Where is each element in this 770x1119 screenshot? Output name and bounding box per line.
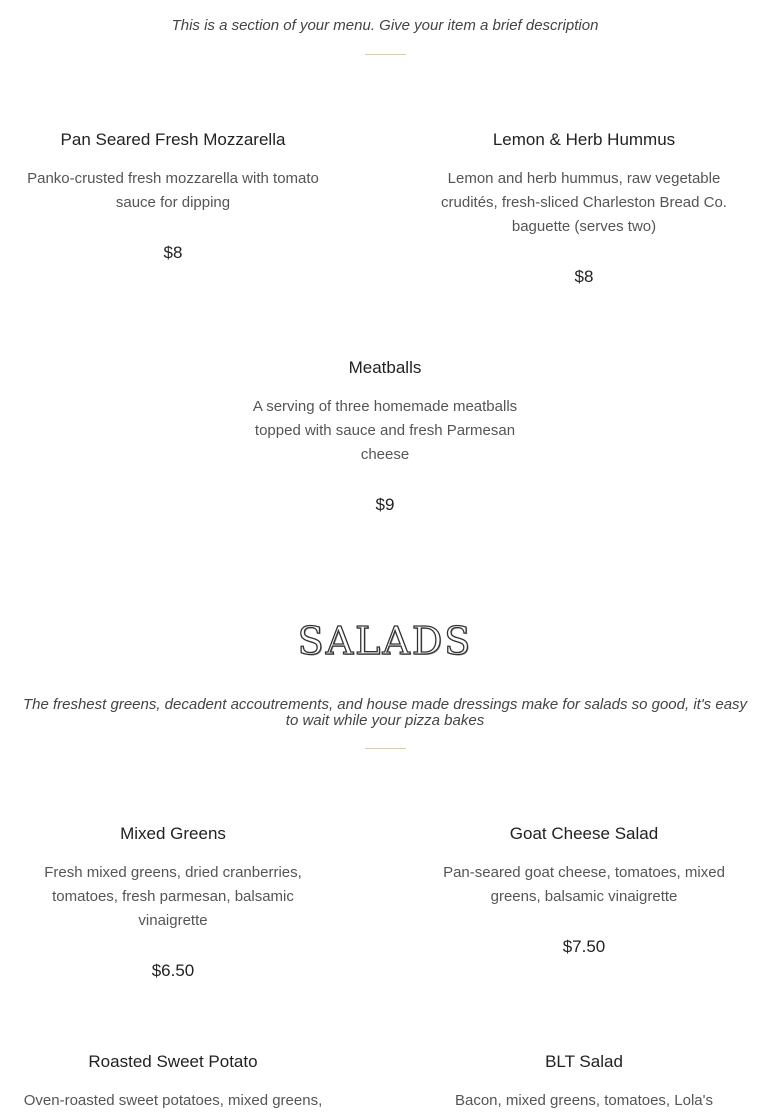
divider xyxy=(365,748,406,749)
menu-item-name: Roasted Sweet Potato xyxy=(88,1052,258,1071)
menu-item-name: Goat Cheese Salad xyxy=(509,824,659,843)
divider xyxy=(365,54,406,55)
menu-item xyxy=(245,357,525,516)
menu-item-price: $8 xyxy=(163,243,183,262)
menu-item-name: Mixed Greens xyxy=(120,824,226,843)
section-intro-description: This is a section of your menu. Give your item a brief description xyxy=(171,17,599,34)
menu-item-description: Fresh mixed greens, dried cranberries, tomatoes, fresh parmesan, balsamic vinaigrette xyxy=(44,864,302,929)
menu-item-price: $8 xyxy=(574,267,594,286)
menu-item-name: Meatballs xyxy=(348,358,422,377)
menu-item-description: Oven-roasted sweet potatoes, mixed greens, xyxy=(23,1092,323,1109)
menu-item xyxy=(23,129,323,264)
menu-item xyxy=(434,823,734,958)
menu-item-name: BLT Salad xyxy=(545,1052,623,1071)
section-title: SALADS xyxy=(297,619,473,663)
menu-item-description: Panko-crusted fresh mozzarella with tomato sauce for dipping xyxy=(27,170,319,211)
menu-item-name: Pan Seared Fresh Mozzarella xyxy=(60,130,286,149)
menu-item-price: $6.50 xyxy=(151,961,195,980)
section-description: The freshest greens, decadent accoutrements, and house made dressings make for salads so good, it's easy to wait while your pizza bakes xyxy=(22,696,748,729)
menu-item-description: Pan-seared goat cheese, tomatoes, mixed greens, balsamic vinaigrette xyxy=(443,864,725,905)
menu-item-price: $9 xyxy=(375,495,395,514)
menu-item xyxy=(434,129,734,288)
menu-item-description: Lemon and herb hummus, raw vegetable crudités, fresh-sliced Charleston Bread Co. baguette (serves two) xyxy=(441,170,727,235)
menu-item xyxy=(434,1051,734,1113)
menu-item-price: $7.50 xyxy=(562,937,606,956)
menu-item-description: A serving of three homemade meatballs topped with sauce and fresh Parmesan cheese xyxy=(252,398,518,463)
menu-item-description: Bacon, mixed greens, tomatoes, Lola's xyxy=(454,1092,713,1109)
menu-item-name: Lemon & Herb Hummus xyxy=(492,130,676,149)
menu-item xyxy=(13,1051,333,1113)
menu-item xyxy=(33,823,313,982)
